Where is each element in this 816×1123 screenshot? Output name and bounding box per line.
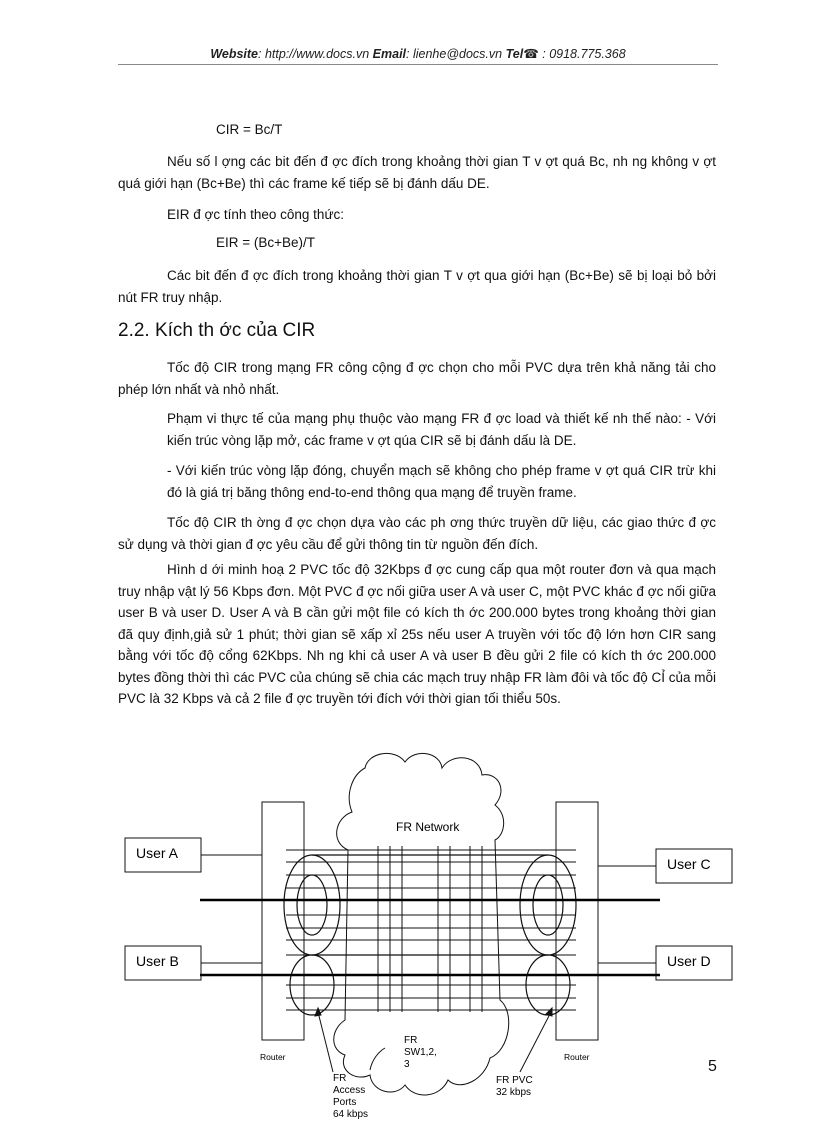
switch-lines [378, 846, 482, 1012]
link-lines [201, 850, 656, 1010]
user-b-label: User B [136, 953, 179, 969]
access-ports-label-line4: 64 kbps [333, 1109, 369, 1120]
paragraph-6: - Với kiến trúc vòng lặp đóng, chuyển mạch sẽ không cho phép frame v ợt quá CIR trừ khi đó là giá trị băng thông end-to-end thông qua mạng để truyền frame. [167, 463, 716, 500]
email-value: : lienhe@docs.vn [406, 47, 503, 61]
user-c-label: User C [667, 856, 711, 872]
section-heading: 2.2. Kích th ớc của CIR [118, 320, 316, 341]
fr-pvc-label-line2: 32 kbps [496, 1087, 532, 1098]
paragraph-4: Tốc độ CIR trong mạng FR công cộng đ ợc chọn cho mỗi PVC dựa trên khả năng tải cho phép lớn nhất và nhỏ nhất. [118, 360, 716, 397]
access-ports-label-line3: Ports [333, 1097, 357, 1108]
paragraph-3: Các bit đến đ ợc đích trong khoảng thời gian T v ợt qua giới hạn (Bc+Be) sẽ bị loại bỏ bởi nút FR truy nhập. [118, 268, 716, 305]
pvc-tunnels [284, 855, 576, 1015]
router-right-box [556, 802, 598, 1040]
page-number: 5 [708, 1058, 717, 1075]
access-ports-label-line2: Access [333, 1085, 366, 1096]
access-ports-label-line1: FR [333, 1073, 347, 1084]
annotation-arrows [315, 1008, 552, 1072]
router-right-label: Router [564, 1052, 590, 1062]
paragraph-5: Phạm vi thực tế của mạng phụ thuộc vào mạng FR đ ợc load và thiết kế nh thế nào: - Với kiến trúc vòng lặp mở, các frame v ợt qúa CIR sẽ bị đánh dấu là DE. [167, 411, 716, 448]
paragraph-8: Hình d ới minh hoạ 2 PVC tốc độ 32Kbps đ ợc cung cấp qua một router đơn và qua mạch truy nhập vật lý 56 Kbps đơn. Một PVC đ ợc nối giữa user A và user C, một PVC khác đ ợc nối giữa user B và user D. User A và B cần gửi một file có kích th ớc 200.000 bytes trong khoảng thời gian đã quy định,giả sử 1 phút; thời gian sẽ xấp xỉ 25s nếu user A truyền với tốc độ lớn hơn CIR sang bằng với tốc độ cổng 62Kbps. Nh ng khi cả user A và user B đều gửi 2 file có kích th ớc 200.000 bytes đồng thời thì các PVC của chúng sẽ chia các mạch truy nhập FR làm đôi và tốc độ CỈ của mỗi PVC là 32 Kbps và cả 2 file đ ợc truyền tới đích với thời gian tối thiểu 50s. [118, 562, 716, 706]
fr-switch-label-line1: FR [404, 1035, 418, 1046]
tel-value: ☎ : 0918.775.368 [523, 47, 626, 61]
website-value: : http://www.docs.vn [258, 47, 370, 61]
cir-formula: CIR = Bc/T [216, 122, 283, 137]
pvc-paths [200, 900, 660, 975]
fr-pvc-label-line1: FR PVC [496, 1075, 533, 1086]
fr-switch-label-line2: SW1,2, [404, 1047, 437, 1058]
user-a-label: User A [136, 845, 179, 861]
fr-network-label: FR Network [396, 820, 460, 834]
router-left-label: Router [260, 1052, 286, 1062]
paragraph-7: Tốc độ CIR th ờng đ ợc chọn dựa vào các ph ơng thức truyền dữ liệu, các giao thức đ ợc sử dụng và thời gian đ ợc yêu cầu để gửi thông tin từ nguồn đến đích. [118, 515, 716, 552]
tel-label: Tel [505, 47, 524, 61]
paragraph-2: EIR đ ợc tính theo công thức: [167, 207, 344, 222]
user-d-label: User D [667, 953, 711, 969]
eir-formula: EIR = (Bc+Be)/T [216, 235, 316, 250]
email-label: Email [372, 47, 407, 61]
router-left-box [262, 802, 304, 1040]
fr-switch-label-line3: 3 [404, 1059, 410, 1070]
website-label: Website [210, 47, 259, 61]
paragraph-1: Nếu số l ợng các bit đến đ ợc đích trong khoảng thời gian T v ợt quá Bc, nh ng không v ợt quá giới hạn (Bc+Be) thì các frame kế tiếp sẽ bị đánh dấu DE. [118, 154, 716, 191]
